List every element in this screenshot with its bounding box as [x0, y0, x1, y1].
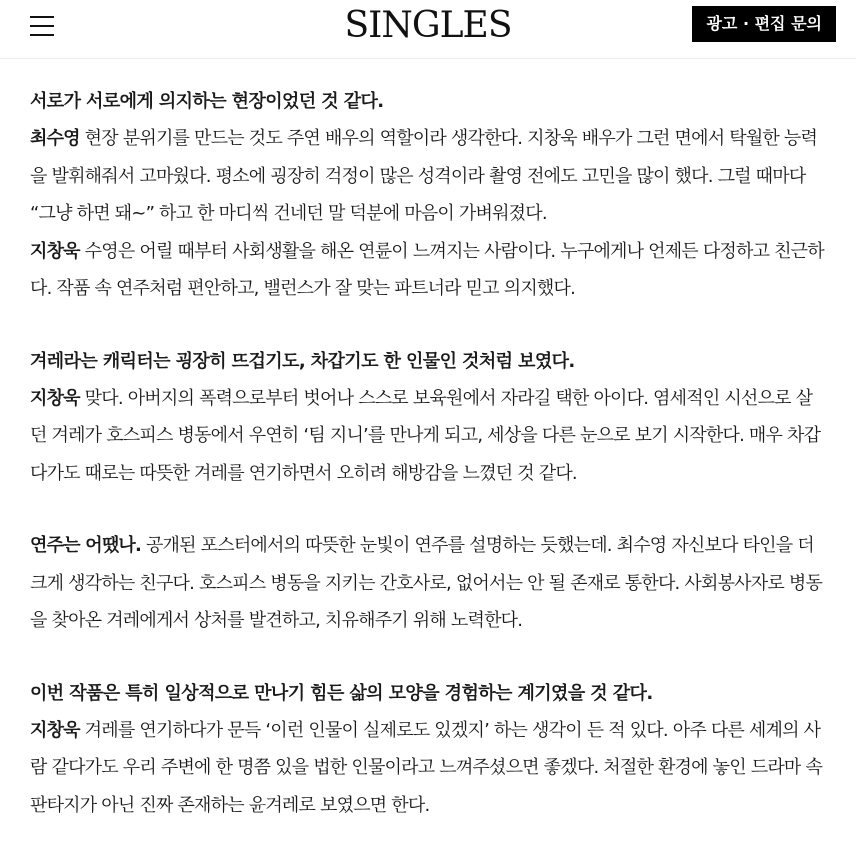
answer-text: 겨레를 연기하다가 문득 ‘이런 인물이 실제로도 있겠지’ 하는 생각이 든 적 있다. 아주 다른 세계의 사람 같다가도 우리 주변에 한 명쯤 있을 법한 인물이라고 느껴주셨으면 좋겠다. 처절한 환경에 놓인 드라마 속 판타지가 아닌 진짜 존재하는 윤겨레로 보였으면 한다. — [30, 719, 823, 816]
interview-answer — [30, 233, 826, 308]
qa-block — [30, 675, 826, 825]
interview-question: 서로가 서로에게 의지하는 현장이었던 것 같다. — [30, 91, 384, 112]
ad-inquiry-button[interactable]: 광고 · 편집 문의 — [692, 6, 836, 42]
interview-question: 겨레라는 캐릭터는 굉장히 뜨겁기도, 차갑기도 한 인물인 것처럼 보였다. — [30, 350, 575, 372]
answer-text: 맞다. 아버지의 폭력으로부터 벗어나 스스로 보육원에서 자라길 택한 아이다. 염세적인 시선으로 살던 겨레가 호스피스 병동에서 우연히 ‘팀 지니’를 만나게 되고, 세상을 다른 눈으로 보기 시작한다. 매우 차갑다가도 때로는 따뜻한 겨레를 연기하면서 오히려 해방감을 느꼈던 것 같다. — [30, 387, 821, 484]
site-header — [0, 0, 856, 59]
interview-answer — [30, 380, 826, 493]
interview-question: 연주는 어땠나. — [30, 535, 142, 556]
site-logo[interactable]: SINGLES — [344, 5, 512, 46]
speaker-name: 최수영 — [30, 128, 80, 149]
answer-text: 현장 분위기를 만드는 것도 주연 배우의 역할이라 생각한다. 지창욱 배우가 그런 면에서 탁월한 능력을 발휘해줘서 고마웠다. 평소에 굉장히 걱정이 많은 성격이라 촬영 전에도 고민을 많이 했다. 그럴 때마다 “그냥 하면 돼~” 하고 한 마디씩 건네던 말 덕분에 마음이 가벼워졌다. — [30, 128, 818, 224]
qa-block — [30, 527, 826, 640]
interview-answer — [30, 712, 826, 825]
interview-question: 이번 작품은 특히 일상적으로 만나기 힘든 삶의 모양을 경험하는 계기였을 것 같다. — [30, 682, 653, 704]
qa-block — [30, 343, 826, 493]
speaker-name: 지창욱 — [30, 387, 80, 409]
answer-text: 수영은 어릴 때부터 사회생활을 해온 연륜이 느껴지는 사람이다. 누구에게나 언제든 다정하고 친근하다. 작품 속 연주처럼 편안하고, 밸런스가 잘 맞는 파트너라 믿고 의지했다. — [30, 240, 824, 299]
interview-answer — [30, 527, 826, 640]
article-body — [0, 59, 856, 824]
answer-text: 공개된 포스터에서의 따뜻한 눈빛이 연주를 설명하는 듯했는데. 최수영 자신보다 타인을 더 크게 생각하는 친구다. 호스피스 병동을 지키는 간호사로, 없어서는 안 될 존재로 통한다. 사회봉사자로 병동을 찾아온 겨레에게서 상처를 발견하고, 치유해주기 위해 노력한다. — [30, 535, 823, 631]
speaker-name: 지창욱 — [30, 719, 80, 741]
interview-answer — [30, 120, 826, 233]
qa-block — [30, 83, 826, 308]
speaker-name: 지창욱 — [30, 240, 80, 262]
